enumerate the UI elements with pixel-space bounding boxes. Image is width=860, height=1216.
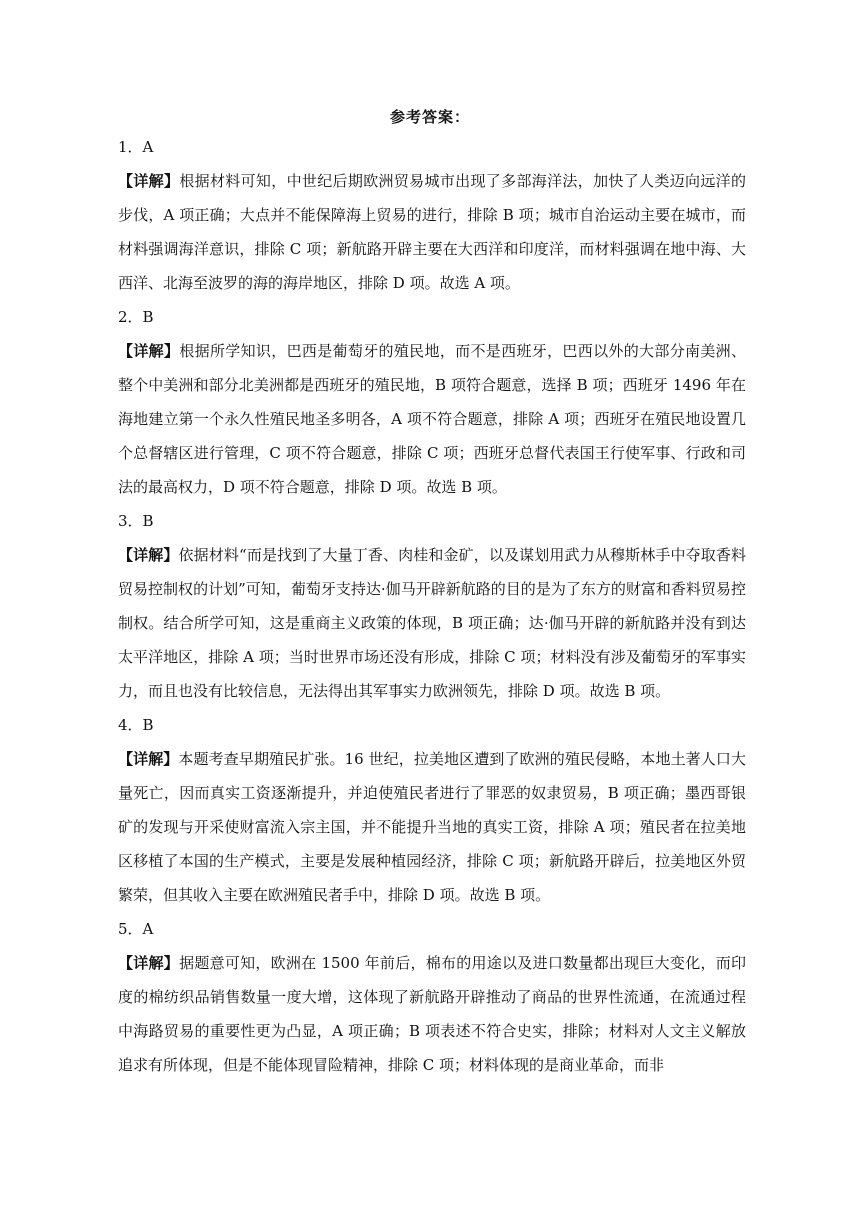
answer-explanation — [118, 334, 746, 504]
explanation-text: 根据所学知识，巴西是葡萄牙的殖民地，而不是西班牙，巴西以外的大部分南美洲、整个中美洲和部分北美洲都是西班牙的殖民地，B 项符合题意，选择 B 项；西班牙 1496 年在海地建立第一个永久性殖民地圣多明各，A 项不符合题意，排除 A 项；西班牙在殖民地设置几个总督辖区进行管理，C 项不符合题意，排除 C 项；西班牙总督代表国王行使军事、行政和司法的最高权力，D 项不符合题意，排除 D 项。故选 B 项。 — [118, 342, 746, 496]
explanation-tag: 【详解】 — [118, 750, 179, 768]
answer-explanation — [118, 538, 746, 708]
explanation-tag: 【详解】 — [118, 172, 180, 190]
answer-item-1 — [118, 133, 746, 300]
explanation-text: 本题考查早期殖民扩张。16 世纪，拉美地区遭到了欧洲的殖民侵略，本地土著人口大量死亡，因而真实工资逐渐提升，并迫使殖民者进行了罪恶的奴隶贸易，B 项正确；墨西哥银矿的发现与开采使财富流入宗主国，并不能提升当地的真实工资，排除 A 项；殖民者在拉美地区移植了本国的生产模式，主要是发展种植园经济，排除 C 项；新航路开辟后，拉美地区外贸繁荣，但其收入主要在欧洲殖民者手中，排除 D 项。故选 B 项。 — [118, 750, 746, 904]
answer-number: 5．A — [118, 920, 154, 938]
answer-explanation — [118, 164, 746, 300]
explanation-text: 根据材料可知，中世纪后期欧洲贸易城市出现了多部海洋法，加快了人类迈向远洋的步伐，A 项正确；大点并不能保障海上贸易的进行，排除 B 项；城市自治运动主要在城市，而材料强调海洋意识，排除 C 项；新航路开辟主要在大西洋和印度洋，而材料强调在地中海、大西洋、北海至波罗的海的海岸地区，排除 D 项。故选 A 项。 — [118, 172, 746, 292]
explanation-text: 依据材料“而是找到了大量丁香、肉桂和金矿，以及谋划用武力从穆斯林手中夺取香料贸易控制权的计划”可知，葡萄牙支持达·伽马开辟新航路的目的是为了东方的财富和香料贸易控制权。结合所学可知，这是重商主义政策的体现，B 项正确；达·伽马开辟的新航路并没有到达太平洋地区，排除 A 项；当时世界市场还没有形成，排除 C 项；材料没有涉及葡萄牙的军事实力，而且也没有比较信息，无法得出其军事实力欧洲领先，排除 D 项。故选 B 项。 — [118, 546, 746, 700]
explanation-tag: 【详解】 — [118, 342, 180, 360]
answer-number: 2．B — [118, 308, 154, 326]
explanation-text: 据题意可知，欧洲在 1500 年前后，棉布的用途以及进口数量都出现巨大变化，而印度的棉纺织品销售数量一度大增，这体现了新航路开辟推动了商品的世界性流通，在流通过程中海路贸易的重要性更为凸显，A 项正确；B 项表述不符合史实，排除；材料对人文主义解放追求有所体现，但是不能体现冒险精神，排除 C 项；材料体现的是商业革命，而非 — [118, 954, 746, 1074]
explanation-tag: 【详解】 — [118, 954, 180, 972]
answer-item-5 — [118, 915, 746, 1082]
answer-list — [118, 133, 746, 1085]
page-title: 参考答案： — [389, 108, 470, 126]
explanation-tag: 【详解】 — [118, 546, 179, 564]
answer-item-2 — [118, 303, 746, 504]
answer-item-3 — [118, 507, 746, 708]
answer-number: 4．B — [118, 716, 154, 734]
answer-item-4 — [118, 711, 746, 912]
answer-explanation — [118, 742, 746, 912]
answer-explanation — [118, 946, 746, 1082]
answer-number: 1．A — [118, 138, 154, 156]
answer-number: 3．B — [118, 512, 154, 530]
